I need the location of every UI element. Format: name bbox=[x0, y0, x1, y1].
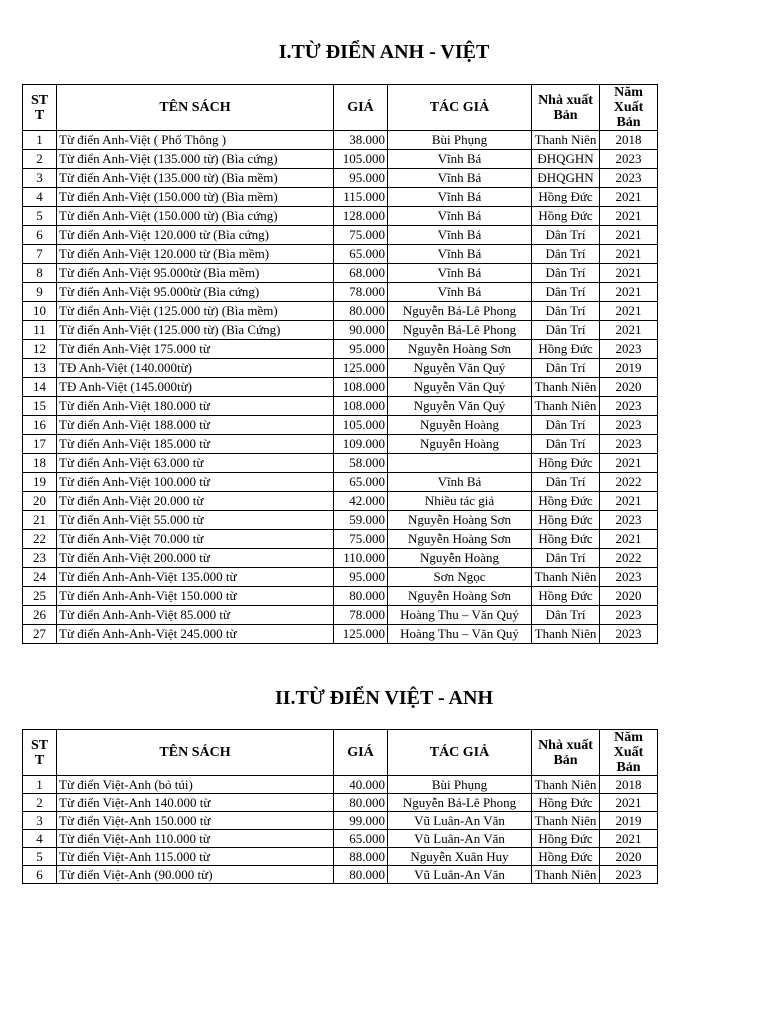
cell-publisher: ĐHQGHN bbox=[532, 169, 600, 188]
table-row bbox=[23, 549, 658, 568]
cell-year: 2023 bbox=[600, 511, 658, 530]
cell-stt: 18 bbox=[23, 454, 57, 473]
cell-author: Nguyễn Hoàng bbox=[388, 435, 532, 454]
table-row bbox=[23, 794, 658, 812]
cell-publisher: Hồng Đức bbox=[532, 530, 600, 549]
cell-year: 2022 bbox=[600, 473, 658, 492]
table-row bbox=[23, 435, 658, 454]
cell-price: 80.000 bbox=[334, 866, 388, 884]
cell-author: Vĩnh Bá bbox=[388, 245, 532, 264]
cell-year: 2023 bbox=[600, 568, 658, 587]
cell-publisher: Dân Trí bbox=[532, 283, 600, 302]
table-row bbox=[23, 866, 658, 884]
cell-book-name: Từ điển Anh-Anh-Việt 135.000 từ bbox=[57, 568, 334, 587]
table-row bbox=[23, 397, 658, 416]
cell-author bbox=[388, 454, 532, 473]
cell-book-name: Từ điển Anh-Việt (135.000 từ) (Bìa cứng) bbox=[57, 150, 334, 169]
cell-stt: 15 bbox=[23, 397, 57, 416]
table-row bbox=[23, 150, 658, 169]
table-row bbox=[23, 226, 658, 245]
table-row bbox=[23, 568, 658, 587]
cell-year: 2023 bbox=[600, 435, 658, 454]
cell-year: 2021 bbox=[600, 492, 658, 511]
cell-publisher: Thanh Niên bbox=[532, 776, 600, 794]
cell-book-name: Từ điển Anh-Việt (125.000 từ) (Bìa Cứng) bbox=[57, 321, 334, 340]
cell-book-name: Từ điển Việt-Anh 115.000 từ bbox=[57, 848, 334, 866]
cell-book-name: Từ điển Anh-Việt (125.000 từ) (Bìa mềm) bbox=[57, 302, 334, 321]
cell-stt: 1 bbox=[23, 131, 57, 150]
cell-year: 2023 bbox=[600, 340, 658, 359]
cell-stt: 3 bbox=[23, 812, 57, 830]
table-row bbox=[23, 530, 658, 549]
cell-publisher: Dân Trí bbox=[532, 606, 600, 625]
cell-publisher: Hồng Đức bbox=[532, 492, 600, 511]
table-row bbox=[23, 131, 658, 150]
cell-author: Vĩnh Bá bbox=[388, 169, 532, 188]
cell-year: 2023 bbox=[600, 625, 658, 644]
table-row bbox=[23, 606, 658, 625]
cell-publisher: Hồng Đức bbox=[532, 454, 600, 473]
cell-price: 65.000 bbox=[334, 473, 388, 492]
header-publisher: Nhà xuất Bản bbox=[532, 730, 600, 776]
cell-publisher: Hồng Đức bbox=[532, 207, 600, 226]
cell-author: Hoàng Thu – Văn Quý bbox=[388, 606, 532, 625]
header-year: Năm Xuất Bản bbox=[600, 85, 658, 131]
cell-year: 2022 bbox=[600, 549, 658, 568]
cell-book-name: Từ điển Anh-Việt 20.000 từ bbox=[57, 492, 334, 511]
cell-book-name: Từ điển Anh-Việt ( Phổ Thông ) bbox=[57, 131, 334, 150]
cell-price: 80.000 bbox=[334, 302, 388, 321]
cell-year: 2020 bbox=[600, 587, 658, 606]
cell-author: Vĩnh Bá bbox=[388, 264, 532, 283]
header-price: GIÁ bbox=[334, 730, 388, 776]
cell-price: 75.000 bbox=[334, 226, 388, 245]
table-row bbox=[23, 245, 658, 264]
cell-price: 58.000 bbox=[334, 454, 388, 473]
cell-author: Bùi Phụng bbox=[388, 776, 532, 794]
cell-price: 68.000 bbox=[334, 264, 388, 283]
cell-book-name: Từ điển Anh-Việt 95.000từ (Bìa cứng) bbox=[57, 283, 334, 302]
cell-publisher: Thanh Niên bbox=[532, 131, 600, 150]
cell-publisher: Thanh Niên bbox=[532, 568, 600, 587]
cell-stt: 4 bbox=[23, 188, 57, 207]
cell-year: 2020 bbox=[600, 378, 658, 397]
header-price: GIÁ bbox=[334, 85, 388, 131]
cell-stt: 2 bbox=[23, 794, 57, 812]
cell-year: 2021 bbox=[600, 302, 658, 321]
cell-author: Nguyễn Xuân Huy bbox=[388, 848, 532, 866]
cell-book-name: Từ điển Anh-Việt 188.000 từ bbox=[57, 416, 334, 435]
cell-publisher: Thanh Niên bbox=[532, 812, 600, 830]
cell-book-name: Từ điển Anh-Việt 55.000 từ bbox=[57, 511, 334, 530]
header-stt: ST T bbox=[23, 730, 57, 776]
header-book-name: TÊN SÁCH bbox=[57, 85, 334, 131]
cell-price: 65.000 bbox=[334, 245, 388, 264]
cell-book-name: Từ điển Anh-Việt 200.000 từ bbox=[57, 549, 334, 568]
table-header-row bbox=[23, 85, 658, 131]
cell-year: 2021 bbox=[600, 245, 658, 264]
cell-stt: 5 bbox=[23, 848, 57, 866]
table-row bbox=[23, 587, 658, 606]
table-row bbox=[23, 492, 658, 511]
header-year: Năm Xuất Bản bbox=[600, 730, 658, 776]
cell-author: Nguyễn Bá-Lê Phong bbox=[388, 302, 532, 321]
cell-author: Vũ Luân-An Văn bbox=[388, 866, 532, 884]
cell-author: Nguyễn Hoàng Sơn bbox=[388, 511, 532, 530]
cell-author: Nguyễn Bá-Lê Phong bbox=[388, 321, 532, 340]
table-row bbox=[23, 812, 658, 830]
cell-stt: 14 bbox=[23, 378, 57, 397]
cell-publisher: Hồng Đức bbox=[532, 511, 600, 530]
cell-book-name: Từ điển Việt-Anh 110.000 từ bbox=[57, 830, 334, 848]
cell-author: Sơn Ngọc bbox=[388, 568, 532, 587]
cell-stt: 6 bbox=[23, 226, 57, 245]
cell-price: 88.000 bbox=[334, 848, 388, 866]
header-author: TÁC GIẢ bbox=[388, 85, 532, 131]
cell-price: 95.000 bbox=[334, 568, 388, 587]
cell-stt: 5 bbox=[23, 207, 57, 226]
cell-publisher: Dân Trí bbox=[532, 359, 600, 378]
cell-book-name: Từ điển Anh-Anh-Việt 245.000 từ bbox=[57, 625, 334, 644]
cell-price: 105.000 bbox=[334, 150, 388, 169]
cell-book-name: Từ điển Việt-Anh (bỏ túi) bbox=[57, 776, 334, 794]
section-title-viet-anh: II.TỪ ĐIỂN VIỆT - ANH bbox=[274, 687, 494, 709]
cell-publisher: Dân Trí bbox=[532, 264, 600, 283]
cell-price: 90.000 bbox=[334, 321, 388, 340]
cell-price: 59.000 bbox=[334, 511, 388, 530]
cell-author: Nguyễn Văn Quý bbox=[388, 359, 532, 378]
cell-year: 2021 bbox=[600, 830, 658, 848]
cell-stt: 27 bbox=[23, 625, 57, 644]
cell-publisher: Hồng Đức bbox=[532, 587, 600, 606]
cell-book-name: Từ điển Anh-Việt 95.000từ (Bìa mềm) bbox=[57, 264, 334, 283]
cell-year: 2021 bbox=[600, 226, 658, 245]
cell-publisher: Dân Trí bbox=[532, 416, 600, 435]
table-row bbox=[23, 830, 658, 848]
cell-book-name: Từ điển Anh-Việt 63.000 từ bbox=[57, 454, 334, 473]
table-row bbox=[23, 283, 658, 302]
cell-book-name: Từ điển Anh-Việt 100.000 từ bbox=[57, 473, 334, 492]
cell-stt: 1 bbox=[23, 776, 57, 794]
cell-stt: 23 bbox=[23, 549, 57, 568]
cell-year: 2019 bbox=[600, 812, 658, 830]
cell-price: 75.000 bbox=[334, 530, 388, 549]
book-table-anh-viet bbox=[22, 84, 658, 644]
table-header-row bbox=[23, 730, 658, 776]
cell-year: 2023 bbox=[600, 150, 658, 169]
cell-book-name: Từ điển Anh-Việt (150.000 từ) (Bìa cứng) bbox=[57, 207, 334, 226]
cell-book-name: Từ điển Việt-Anh (90.000 từ) bbox=[57, 866, 334, 884]
cell-author: Vũ Luân-An Văn bbox=[388, 812, 532, 830]
cell-year: 2023 bbox=[600, 606, 658, 625]
cell-author: Nhiều tác giả bbox=[388, 492, 532, 511]
cell-stt: 3 bbox=[23, 169, 57, 188]
table-row bbox=[23, 169, 658, 188]
cell-stt: 17 bbox=[23, 435, 57, 454]
cell-year: 2020 bbox=[600, 848, 658, 866]
cell-price: 125.000 bbox=[334, 359, 388, 378]
cell-stt: 9 bbox=[23, 283, 57, 302]
table-row bbox=[23, 416, 658, 435]
table-row bbox=[23, 625, 658, 644]
cell-stt: 22 bbox=[23, 530, 57, 549]
cell-price: 95.000 bbox=[334, 169, 388, 188]
cell-price: 78.000 bbox=[334, 283, 388, 302]
cell-author: Nguyễn Văn Quý bbox=[388, 397, 532, 416]
cell-stt: 10 bbox=[23, 302, 57, 321]
cell-book-name: TĐ Anh-Việt (145.000từ) bbox=[57, 378, 334, 397]
table-row bbox=[23, 511, 658, 530]
cell-price: 99.000 bbox=[334, 812, 388, 830]
cell-stt: 11 bbox=[23, 321, 57, 340]
table-row bbox=[23, 207, 658, 226]
cell-price: 125.000 bbox=[334, 625, 388, 644]
cell-author: Vĩnh Bá bbox=[388, 150, 532, 169]
cell-stt: 8 bbox=[23, 264, 57, 283]
cell-year: 2021 bbox=[600, 530, 658, 549]
table-row bbox=[23, 340, 658, 359]
cell-author: Nguyễn Bá-Lê Phong bbox=[388, 794, 532, 812]
cell-year: 2021 bbox=[600, 188, 658, 207]
cell-year: 2018 bbox=[600, 776, 658, 794]
cell-price: 78.000 bbox=[334, 606, 388, 625]
cell-publisher: Hồng Đức bbox=[532, 794, 600, 812]
header-book-name: TÊN SÁCH bbox=[57, 730, 334, 776]
cell-book-name: Từ điển Anh-Việt 185.000 từ bbox=[57, 435, 334, 454]
cell-year: 2021 bbox=[600, 264, 658, 283]
table-row bbox=[23, 848, 658, 866]
cell-book-name: Từ điển Anh-Việt (150.000 từ) (Bìa mềm) bbox=[57, 188, 334, 207]
cell-year: 2021 bbox=[600, 454, 658, 473]
cell-book-name: Từ điển Anh-Việt 120.000 từ (Bìa cứng) bbox=[57, 226, 334, 245]
table-row bbox=[23, 188, 658, 207]
cell-stt: 25 bbox=[23, 587, 57, 606]
cell-publisher: Thanh Niên bbox=[532, 625, 600, 644]
cell-publisher: Dân Trí bbox=[532, 435, 600, 454]
cell-author: Nguyễn Hoàng Sơn bbox=[388, 530, 532, 549]
cell-stt: 7 bbox=[23, 245, 57, 264]
cell-publisher: Hồng Đức bbox=[532, 188, 600, 207]
cell-year: 2023 bbox=[600, 866, 658, 884]
cell-year: 2018 bbox=[600, 131, 658, 150]
table-row bbox=[23, 321, 658, 340]
cell-author: Vũ Luân-An Văn bbox=[388, 830, 532, 848]
section-title-anh-viet: I.TỪ ĐIỂN ANH - VIỆT bbox=[278, 41, 490, 63]
cell-publisher: Dân Trí bbox=[532, 473, 600, 492]
cell-author: Vĩnh Bá bbox=[388, 226, 532, 245]
table-row bbox=[23, 264, 658, 283]
table-row bbox=[23, 302, 658, 321]
table-row bbox=[23, 359, 658, 378]
cell-book-name: Từ điển Việt-Anh 140.000 từ bbox=[57, 794, 334, 812]
cell-stt: 20 bbox=[23, 492, 57, 511]
cell-price: 108.000 bbox=[334, 397, 388, 416]
cell-publisher: Thanh Niên bbox=[532, 866, 600, 884]
cell-book-name: Từ điển Việt-Anh 150.000 từ bbox=[57, 812, 334, 830]
cell-year: 2019 bbox=[600, 359, 658, 378]
cell-stt: 16 bbox=[23, 416, 57, 435]
cell-book-name: Từ điển Anh-Anh-Việt 85.000 từ bbox=[57, 606, 334, 625]
cell-publisher: Hồng Đức bbox=[532, 830, 600, 848]
cell-stt: 24 bbox=[23, 568, 57, 587]
cell-author: Vĩnh Bá bbox=[388, 188, 532, 207]
cell-stt: 26 bbox=[23, 606, 57, 625]
cell-author: Nguyễn Hoàng bbox=[388, 416, 532, 435]
cell-year: 2023 bbox=[600, 169, 658, 188]
cell-publisher: Dân Trí bbox=[532, 245, 600, 264]
cell-stt: 2 bbox=[23, 150, 57, 169]
cell-price: 95.000 bbox=[334, 340, 388, 359]
cell-year: 2021 bbox=[600, 283, 658, 302]
cell-price: 80.000 bbox=[334, 794, 388, 812]
cell-book-name: Từ điển Anh-Việt 120.000 từ (Bìa mềm) bbox=[57, 245, 334, 264]
header-publisher: Nhà xuất Bản bbox=[532, 85, 600, 131]
cell-publisher: Thanh Niên bbox=[532, 378, 600, 397]
cell-price: 115.000 bbox=[334, 188, 388, 207]
cell-publisher: Thanh Niên bbox=[532, 397, 600, 416]
cell-book-name: Từ điển Anh-Anh-Việt 150.000 từ bbox=[57, 587, 334, 606]
cell-book-name: Từ điển Anh-Việt 180.000 từ bbox=[57, 397, 334, 416]
cell-price: 65.000 bbox=[334, 830, 388, 848]
cell-book-name: Từ điển Anh-Việt 70.000 từ bbox=[57, 530, 334, 549]
cell-author: Bùi Phụng bbox=[388, 131, 532, 150]
cell-stt: 6 bbox=[23, 866, 57, 884]
cell-price: 128.000 bbox=[334, 207, 388, 226]
cell-year: 2021 bbox=[600, 794, 658, 812]
cell-year: 2023 bbox=[600, 416, 658, 435]
cell-stt: 12 bbox=[23, 340, 57, 359]
cell-publisher: Hồng Đức bbox=[532, 340, 600, 359]
cell-author: Nguyễn Hoàng Sơn bbox=[388, 340, 532, 359]
cell-publisher: Hồng Đức bbox=[532, 848, 600, 866]
cell-price: 105.000 bbox=[334, 416, 388, 435]
cell-author: Vĩnh Bá bbox=[388, 283, 532, 302]
cell-author: Nguyễn Hoàng Sơn bbox=[388, 587, 532, 606]
cell-publisher: Dân Trí bbox=[532, 321, 600, 340]
cell-author: Vĩnh Bá bbox=[388, 207, 532, 226]
table-row bbox=[23, 454, 658, 473]
table-row bbox=[23, 473, 658, 492]
cell-publisher: ĐHQGHN bbox=[532, 150, 600, 169]
book-table-viet-anh bbox=[22, 729, 658, 884]
cell-author: Vĩnh Bá bbox=[388, 473, 532, 492]
cell-stt: 13 bbox=[23, 359, 57, 378]
cell-stt: 21 bbox=[23, 511, 57, 530]
header-author: TÁC GIẢ bbox=[388, 730, 532, 776]
cell-author: Nguyễn Hoàng bbox=[388, 549, 532, 568]
cell-publisher: Dân Trí bbox=[532, 302, 600, 321]
cell-book-name: Từ điển Anh-Việt 175.000 từ bbox=[57, 340, 334, 359]
header-stt: ST T bbox=[23, 85, 57, 131]
cell-author: Nguyễn Văn Quý bbox=[388, 378, 532, 397]
cell-price: 109.000 bbox=[334, 435, 388, 454]
cell-year: 2021 bbox=[600, 321, 658, 340]
cell-year: 2021 bbox=[600, 207, 658, 226]
cell-stt: 4 bbox=[23, 830, 57, 848]
cell-price: 40.000 bbox=[334, 776, 388, 794]
cell-publisher: Dân Trí bbox=[532, 549, 600, 568]
cell-price: 38.000 bbox=[334, 131, 388, 150]
cell-book-name: Từ điển Anh-Việt (135.000 từ) (Bìa mềm) bbox=[57, 169, 334, 188]
cell-stt: 19 bbox=[23, 473, 57, 492]
table-row bbox=[23, 776, 658, 794]
cell-book-name: TĐ Anh-Việt (140.000từ) bbox=[57, 359, 334, 378]
cell-price: 80.000 bbox=[334, 587, 388, 606]
cell-publisher: Dân Trí bbox=[532, 226, 600, 245]
cell-price: 42.000 bbox=[334, 492, 388, 511]
cell-price: 110.000 bbox=[334, 549, 388, 568]
table-row bbox=[23, 378, 658, 397]
cell-price: 108.000 bbox=[334, 378, 388, 397]
cell-author: Hoàng Thu – Văn Quý bbox=[388, 625, 532, 644]
cell-year: 2023 bbox=[600, 397, 658, 416]
